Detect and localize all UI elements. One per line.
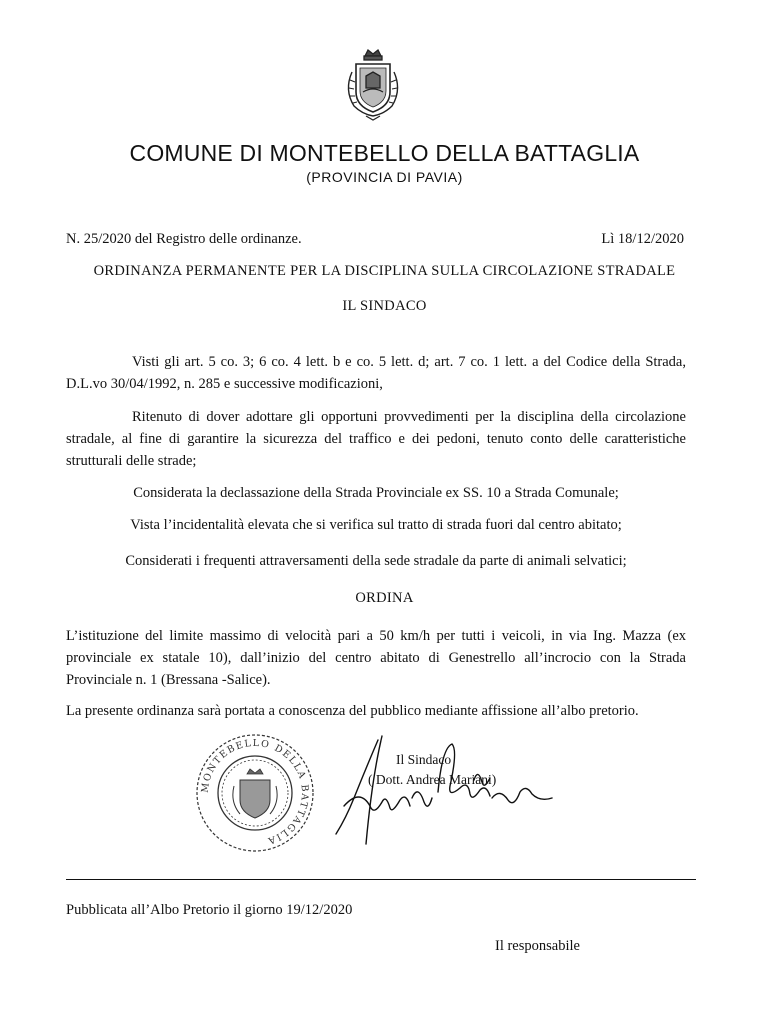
visti-paragraph: Visti gli art. 5 co. 3; 6 co. 4 lett. b e co. 5 lett. d; art. 7 co. 1 lett. a del Codice della Strada, D.L.vo 30/04/1992, n. 285 e successive modificazioni, [66, 354, 686, 392]
considerati-paragraph: Considerati i frequenti attraversamenti della sede stradale da parte di animali selvatici; [125, 553, 627, 569]
signature-role: Il Sindaco [396, 752, 452, 767]
ordinance-reference: N. 25/2020 del Registro delle ordinanze. [66, 231, 302, 247]
responsible-label: Il responsabile [495, 938, 580, 954]
vista-paragraph: Vista l’incidentalità elevata che si verifica sul tratto di strada fuori dal centro abitato; [130, 517, 622, 533]
ritenuto-paragraph: Ritenuto di dover adottare gli opportuni provvedimenti per la disciplina della circolazione stradale, al fine di garantire la sicurezza del traffico e dei pedoni, tenuto conto delle caratteristiche strutturali delle strade; [66, 409, 686, 469]
orders-heading: ORDINA [355, 590, 414, 606]
coat-of-arms-icon [338, 46, 408, 122]
publication-date-note: Pubblicata all’Albo Pretorio il giorno 19/12/2020 [66, 902, 353, 918]
mayor-heading: IL SINDACO [342, 298, 427, 314]
official-stamp [190, 728, 320, 858]
svg-text:MONTEBELLO DELLA BATTAGLIA: MONTEBELLO DELLA BATTAGLIA [199, 737, 311, 847]
municipality-title: COMUNE DI MONTEBELLO DELLA BATTAGLIA [129, 140, 640, 166]
ordinance-date: Lì 18/12/2020 [601, 231, 684, 247]
speed-limit-paragraph: L’istituzione del limite massimo di velocità pari a 50 km/h per tutti i veicoli, in via Ing. Mazza (ex provinciale ex statale 10), dall’inizio del centro abitato di Genestrello all’incrocio con la Strada Provinciale n. 1 (Bressana -Salice). [66, 628, 686, 688]
province-subtitle: (PROVINCIA DI PAVIA) [306, 169, 463, 185]
signature-block [368, 750, 496, 790]
footer-divider [66, 879, 696, 880]
considerata-paragraph: Considerata la declassazione della Strada Provinciale ex SS. 10 a Strada Comunale; [133, 485, 619, 501]
publication-notice: La presente ordinanza sarà portata a conoscenza del pubblico mediante affissione all’albo pretorio. [66, 703, 639, 719]
ordinance-heading: ORDINANZA PERMANENTE PER LA DISCIPLINA SULLA CIRCOLAZIONE STRADALE [93, 263, 676, 279]
signature-name: ( Dott. Andrea Mariani) [368, 772, 497, 787]
